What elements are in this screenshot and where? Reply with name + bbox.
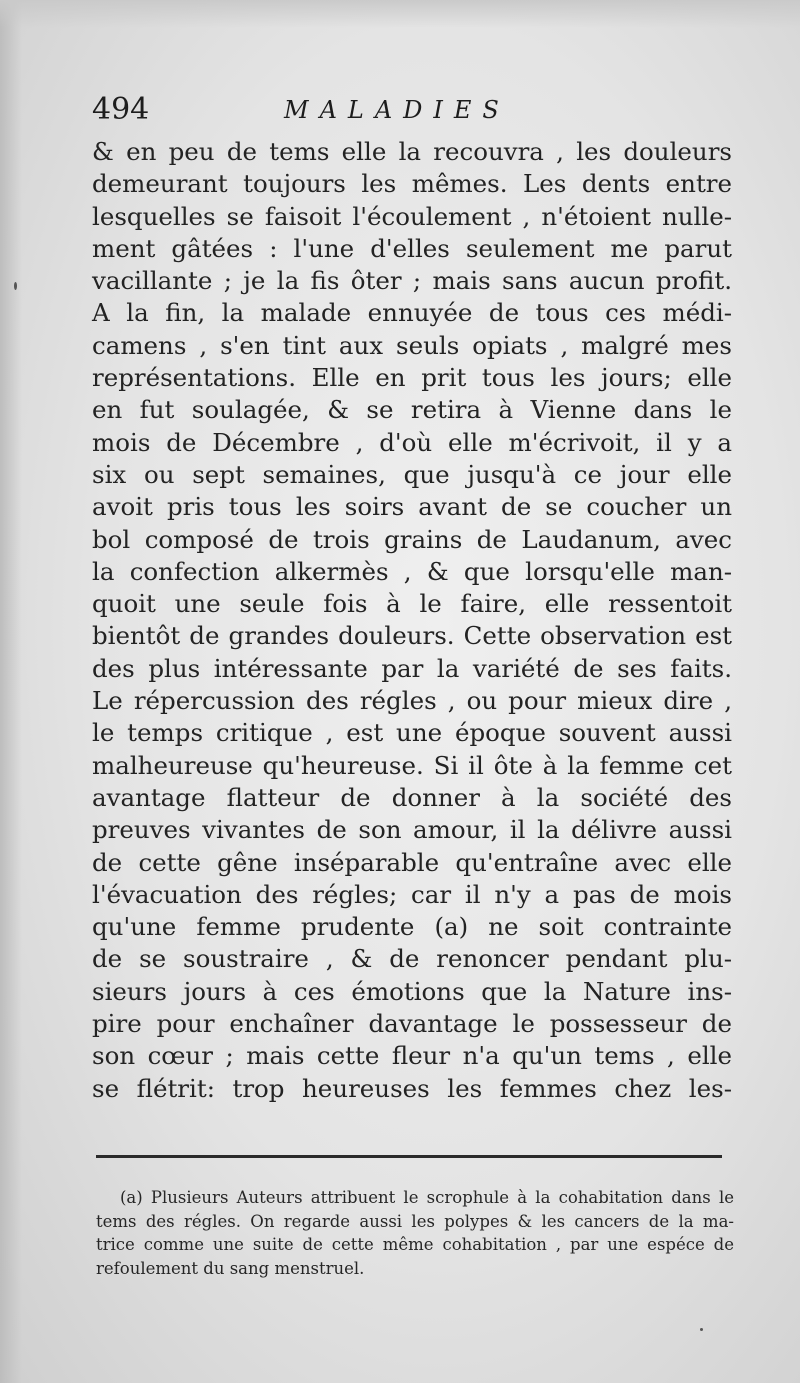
text-line: demeurant toujours les mêmes. Les dents entre	[92, 169, 732, 199]
text-line: mois de Décembre , d'où elle m'écrivoit, il y a	[92, 427, 732, 457]
text-line: bientôt de grandes douleurs. Cette observation est	[92, 621, 732, 651]
body-text	[92, 136, 732, 1105]
paper-speck	[14, 282, 17, 290]
text-line: qu'une femme prudente (a) ne soit contrainte	[92, 912, 732, 942]
text-line: lesquelles se faisoit l'écoulement , n'étoient nulle-	[92, 201, 732, 231]
text-line: ment gâtées : l'une d'elles seulement me parut	[92, 233, 732, 263]
page-header	[92, 92, 732, 132]
text-line: malheureuse qu'heureuse. Si il ôte à la femme cet	[92, 750, 732, 780]
footnote-line: trice comme une suite de cette même cohabitation , par une espéce de	[96, 1235, 734, 1254]
text-line: représentations. Elle en prit tous les jours; elle	[92, 363, 732, 393]
running-head: MALADIES	[284, 96, 510, 124]
text-line: vacillante ; je la fis ôter ; mais sans aucun profit.	[92, 266, 732, 296]
text-line: se flétrit: trop heureuses les femmes chez les-	[92, 1073, 732, 1103]
text-line: preuves vivantes de son amour, il la délivre aussi	[92, 815, 732, 845]
text-line: A la fin, la malade ennuyée de tous ces médi-	[92, 298, 732, 328]
text-line: quoit une seule fois à le faire, elle ressentoit	[92, 589, 732, 619]
text-line: six ou sept semaines, que jusqu'à ce jour elle	[92, 459, 732, 489]
page-number: 494	[92, 92, 150, 127]
text-line: de cette gêne inséparable qu'entraîne avec elle	[92, 847, 732, 877]
page-shadow-top	[0, 0, 800, 28]
footnote	[96, 1186, 734, 1280]
text-line: des plus intéressante par la variété de ses faits.	[92, 653, 732, 683]
text-line: avantage flatteur de donner à la société des	[92, 782, 732, 812]
text-line: la confection alkermès , & que lorsqu'elle man-	[92, 556, 732, 586]
text-line: son cœur ; mais cette fleur n'a qu'un tems , elle	[92, 1041, 732, 1071]
footnote-line: refoulement du sang menstruel.	[96, 1258, 365, 1278]
text-line: pire pour enchaîner davantage le possesseur de	[92, 1009, 732, 1039]
page-shadow-left	[0, 0, 22, 1383]
text-line: en fut soulagée, & se retira à Vienne dans le	[92, 395, 732, 425]
text-line: l'évacuation des régles; car il n'y a pas de mois	[92, 879, 732, 909]
text-line: le temps critique , est une époque souvent aussi	[92, 718, 732, 748]
text-line: camens , s'en tint aux seuls opiats , malgré mes	[92, 330, 732, 360]
text-line: Le répercussion des régles , ou pour mieux dire ,	[92, 686, 732, 716]
footnote-line: tems des régles. On regarde aussi les polypes & les cancers de la ma-	[96, 1211, 734, 1231]
text-line: & en peu de tems elle la recouvra , les douleurs	[92, 137, 732, 166]
text-line: avoit pris tous les soirs avant de se coucher un	[92, 492, 732, 522]
text-line: sieurs jours à ces émotions que la Nature ins-	[92, 976, 732, 1006]
footnote-line: (a) Plusieurs Auteurs attribuent le scrophule à la cohabitation dans le	[120, 1188, 734, 1207]
text-line: bol composé de trois grains de Laudanum, avec	[92, 524, 732, 554]
footnote-divider	[96, 1155, 722, 1158]
paper-speck	[700, 1328, 703, 1331]
text-line: de se soustraire , & de renoncer pendant plu-	[92, 944, 732, 974]
